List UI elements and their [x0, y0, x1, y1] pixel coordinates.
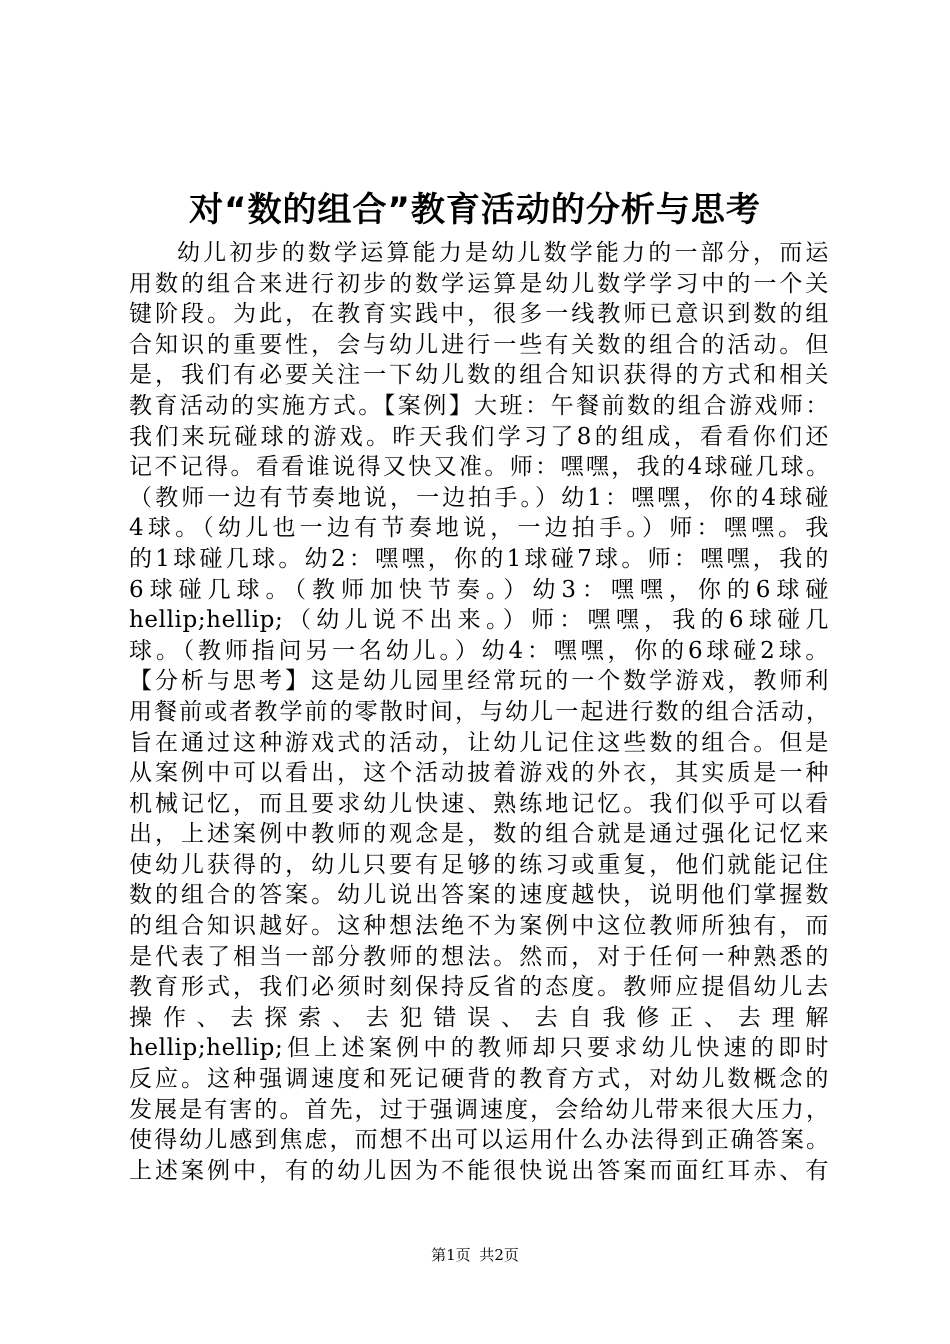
text-line: hellip;hellip;但上述案例中的教师却只要求幼儿快速的即时: [129, 1035, 829, 1062]
text-line: hellip;hellip;（幼儿说不出来。）师：嘿嘿，我的6球碰几: [129, 607, 829, 634]
text-line: （教师一边有节奏地说，一边拍手。）幼1：嘿嘿，你的4球碰: [129, 484, 829, 511]
text-line: 我们来玩碰球的游戏。昨天我们学习了8的组成，看看你们还: [129, 423, 829, 450]
page-number: 第1页: [431, 1246, 471, 1264]
text-line: 是代表了相当一部分教师的想法。然而，对于任何一种熟悉的: [129, 943, 829, 970]
text-line: 反应。这种强调速度和死记硬背的教育方式，对幼儿数概念的: [129, 1066, 829, 1093]
text-line: 上述案例中，有的幼儿因为不能很快说出答案而面红耳赤、有: [129, 1157, 829, 1184]
text-line: 合知识的重要性，会与幼儿进行一些有关数的组合的活动。但: [129, 331, 829, 358]
text-line: 机械记忆，而且要求幼儿快速、熟练地记忆。我们似乎可以看: [129, 790, 829, 817]
page-footer: [0, 1244, 950, 1266]
text-line: 记不记得。看看谁说得又快又准。师：嘿嘿，我的4球碰几球。: [129, 454, 829, 481]
text-line: 的1球碰几球。幼2：嘿嘿，你的1球碰7球。师：嘿嘿，我的: [129, 545, 829, 572]
text-line: 6球碰几球。（教师加快节奏。）幼3：嘿嘿，你的6球碰: [129, 576, 829, 603]
text-line: 发展是有害的。首先，过于强调速度，会给幼儿带来很大压力，: [129, 1096, 829, 1123]
text-line: 教育活动的实施方式。【案例】大班：午餐前数的组合游戏师：: [129, 392, 829, 419]
text-line: 从案例中可以看出，这个活动披着游戏的外衣，其实质是一种: [129, 760, 829, 787]
document-body: [129, 238, 829, 1186]
document-title: 对“数的组合”教育活动的分析与思考: [189, 190, 761, 230]
page-total: 共2页: [479, 1246, 519, 1264]
text-line: 键阶段。为此，在教育实践中，很多一线教师已意识到数的组: [129, 301, 829, 328]
text-line: 出，上述案例中教师的观念是，数的组合就是通过强化记忆来: [129, 821, 829, 848]
text-line: 旨在通过这种游戏式的活动，让幼儿记住这些数的组合。但是: [129, 729, 829, 756]
text-line: 幼儿初步的数学运算能力是幼儿数学能力的一部分，而运: [177, 240, 829, 266]
text-line: 4球。（幼儿也一边有节奏地说，一边拍手。）师：嘿嘿。我: [129, 515, 829, 542]
text-line: 用数的组合来进行初步的数学运算是幼儿数学学习中的一个关: [129, 270, 829, 297]
text-line: 操作、去探索、去犯错误、去自我修正、去理解: [129, 1004, 829, 1031]
text-line: 的组合知识越好。这种想法绝不为案例中这位教师所独有，而: [129, 913, 829, 940]
text-line: 【分析与思考】这是幼儿园里经常玩的一个数学游戏，教师利: [129, 668, 829, 695]
text-line: 使得幼儿感到焦虑，而想不出可以运用什么办法得到正确答案。: [129, 1127, 829, 1154]
text-line: 使幼儿获得的，幼儿只要有足够的练习或重复，他们就能记住: [129, 851, 829, 878]
text-line: 球。（教师指问另一名幼儿。）幼4：嘿嘿，你的6球碰2球。: [129, 637, 829, 664]
text-line: 教育形式，我们必须时刻保持反省的态度。教师应提倡幼儿去: [129, 974, 829, 1001]
text-line: 是，我们有必要关注一下幼儿数的组合知识获得的方式和相关: [129, 362, 829, 389]
text-line: 数的组合的答案。幼儿说出答案的速度越快，说明他们掌握数: [129, 882, 829, 909]
text-line: 用餐前或者教学前的零散时间，与幼儿一起进行数的组合活动，: [129, 698, 829, 725]
